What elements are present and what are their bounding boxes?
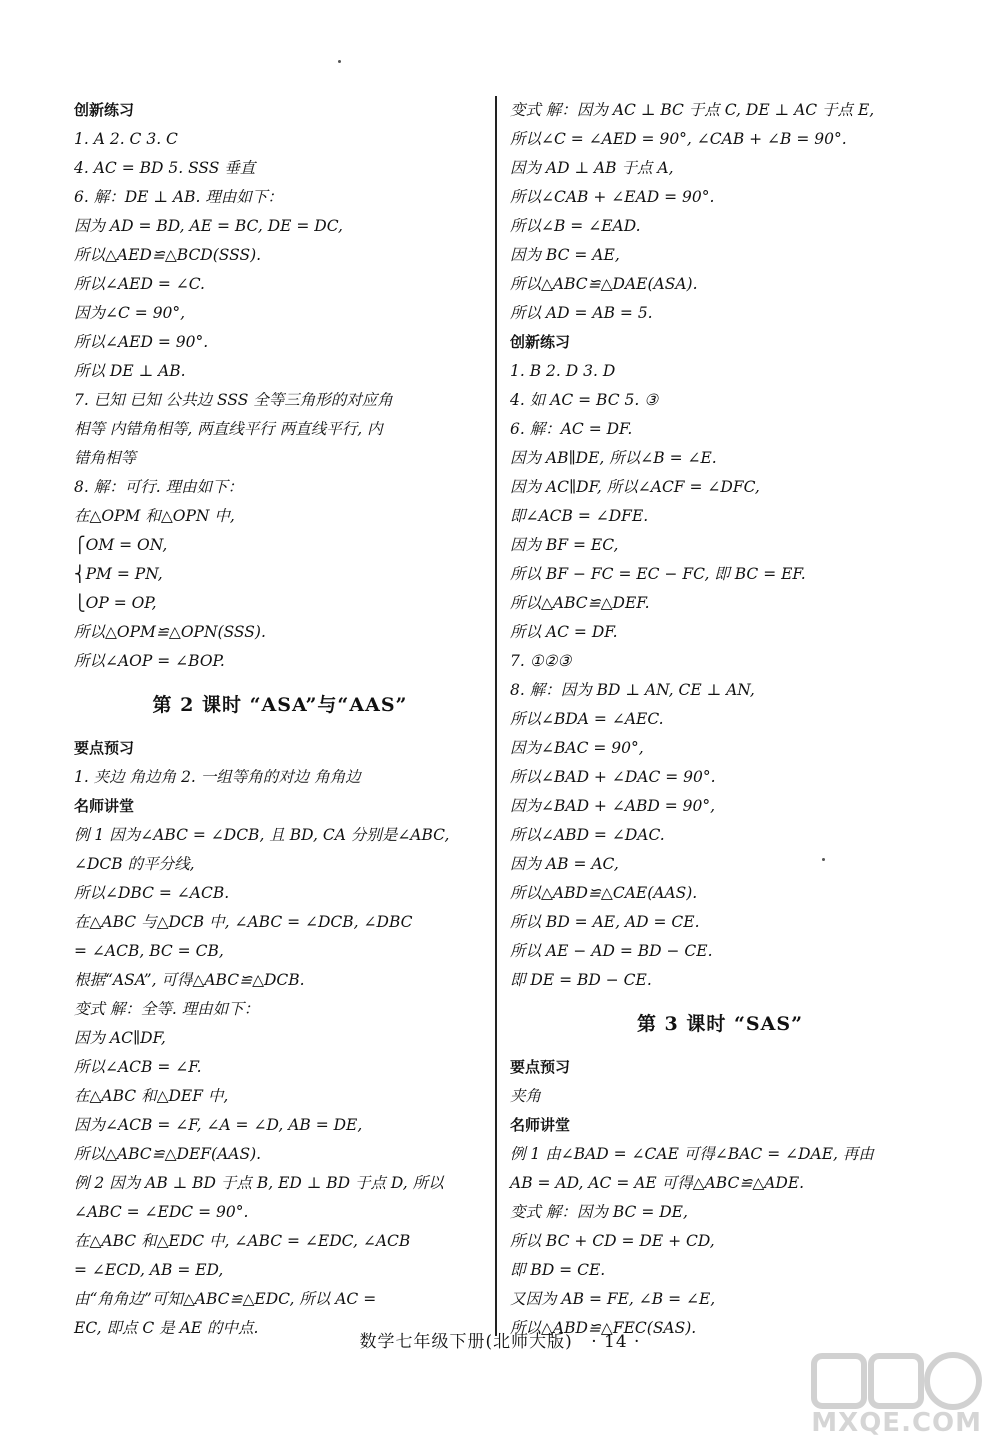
book-title: 数学七年级下册(北师大版): [359, 1332, 573, 1352]
lesson-title: 第 2 课时 “ASA”与“AAS”: [152, 694, 408, 716]
text-line: ⎩OP = OP,: [74, 594, 157, 612]
text-line: 所以∠B = ∠EAD.: [510, 217, 641, 235]
text-line: ∠ABC = ∠EDC = 90°.: [74, 1203, 249, 1221]
text-line: 在△OPM 和△OPN 中,: [74, 507, 235, 525]
section-heading: 要点预习: [510, 1058, 571, 1076]
text-line: 所以△AED≌△BCD(SSS).: [74, 246, 262, 264]
text-line: 所以 BD = AE, AD = CE.: [510, 913, 700, 931]
text-line: 8. 解：可行. 理由如下：: [74, 478, 244, 496]
text-line: 所以△ABC≌△DAE(ASA).: [510, 275, 698, 293]
text-line: 所以∠AED = 90°.: [74, 333, 209, 351]
text-line: 4. 如 AC = BC 5. ③: [510, 391, 659, 409]
section-heading: 名师讲堂: [510, 1116, 571, 1134]
text-line: 因为 AB∥DE, 所以∠B = ∠E.: [510, 449, 717, 467]
right-column: [510, 96, 930, 1343]
page-number: · 14 ·: [591, 1332, 641, 1352]
text-line: 所以△ABD≌△FEC(SAS).: [510, 1319, 697, 1337]
text-line: 所以 AE − AD = BD − CE.: [510, 942, 713, 960]
text-line: = ∠ACB, BC = CB,: [74, 942, 224, 960]
text-line: 所以 AD = AB = 5.: [510, 304, 653, 322]
text-line: EC, 即点 C 是 AE 的中点.: [74, 1319, 259, 1337]
text-line: 因为 AB = AC,: [510, 855, 619, 873]
text-line: 即∠ACB = ∠DFE.: [510, 507, 649, 525]
section-heading: 要点预习: [74, 739, 135, 757]
text-line: 因为 BF = EC,: [510, 536, 619, 554]
text-line: 8. 解：因为 BD ⊥ AN, CE ⊥ AN,: [510, 681, 755, 699]
text-line: 变式 解：因为 BC = DE,: [510, 1203, 688, 1221]
text-line: 所以∠AED = ∠C.: [74, 275, 205, 293]
text-line: 变式 解：因为 AC ⊥ BC 于点 C, DE ⊥ AC 于点 E,: [510, 101, 875, 119]
section-heading: 创新练习: [510, 333, 571, 351]
text-line: 所以 BC + CD = DE + CD,: [510, 1232, 715, 1250]
text-line: 例 2 因为 AB ⊥ BD 于点 B, ED ⊥ BD 于点 D, 所以: [74, 1174, 444, 1192]
text-line: 所以△OPM≌△OPN(SSS).: [74, 623, 266, 641]
text-line: 例 1 因为∠ABC = ∠DCB, 且 BD, CA 分别是∠ABC,: [74, 826, 450, 844]
text-line: AB = AD, AC = AE 可得△ABC≌△ADE.: [510, 1174, 805, 1192]
section-heading: 创新练习: [74, 101, 135, 119]
text-line: 因为 AD ⊥ AB 于点 A,: [510, 159, 674, 177]
text-line: = ∠ECD, AB = ED,: [74, 1261, 224, 1279]
text-line: 又因为 AB = FE, ∠B = ∠E,: [510, 1290, 716, 1308]
text-line: 所以∠AOP = ∠BOP.: [74, 652, 225, 670]
text-line: 所以∠ACB = ∠F.: [74, 1058, 202, 1076]
column-divider: [495, 96, 497, 1336]
text-line: 因为∠BAD + ∠ABD = 90°,: [510, 797, 716, 815]
text-line: 因为 BC = AE,: [510, 246, 620, 264]
text-line: 所以△ABC≌△DEF(AAS).: [74, 1145, 262, 1163]
text-line: 即 BD = CE.: [510, 1261, 606, 1279]
text-line: 即 DE = BD − CE.: [510, 971, 652, 989]
text-line: 所以∠BAD + ∠DAC = 90°.: [510, 768, 716, 786]
text-line: 在△ABC 和△EDC 中, ∠ABC = ∠EDC, ∠ACB: [74, 1232, 411, 1250]
text-line: ⎧OM = ON,: [74, 536, 168, 554]
text-line: 6. 解：AC = DF.: [510, 420, 633, 438]
section-heading: 名师讲堂: [74, 797, 135, 815]
text-line: 所以 AC = DF.: [510, 623, 618, 641]
text-line: 所以 BF − FC = EC − FC, 即 BC = EF.: [510, 565, 806, 583]
text-line: 因为 AC∥DF,: [74, 1029, 166, 1047]
text-line: 7. 已知 已知 公共边 SSS 全等三角形的对应角: [74, 391, 393, 409]
text-line: 所以 DE ⊥ AB.: [74, 362, 186, 380]
text-line: 因为 AC∥DF, 所以∠ACF = ∠DFC,: [510, 478, 760, 496]
lesson-title: 第 3 课时 “SAS”: [636, 1013, 804, 1035]
watermark-text: MXQE.COM: [811, 1408, 982, 1438]
text-line: 所以∠BDA = ∠AEC.: [510, 710, 664, 728]
text-line: 6. 解：DE ⊥ AB. 理由如下：: [74, 188, 283, 206]
text-line: 1. 夹边 角边角 2. 一组等角的对边 角角边: [74, 768, 361, 786]
text-line: 1. B 2. D 3. D: [510, 362, 616, 380]
text-line: 4. AC = BD 5. SSS 垂直: [74, 159, 256, 177]
scan-speck: [338, 60, 341, 63]
text-line: 变式 解：全等. 理由如下：: [74, 1000, 260, 1018]
text-line: 夹角: [510, 1087, 542, 1105]
text-line: 相等 内错角相等, 两直线平行 两直线平行, 内: [74, 420, 383, 438]
text-line: 所以∠ABD = ∠DAC.: [510, 826, 665, 844]
text-line: 所以∠DBC = ∠ACB.: [74, 884, 230, 902]
text-line: 所以∠CAB + ∠EAD = 90°.: [510, 188, 715, 206]
text-line: 因为∠C = 90°,: [74, 304, 186, 322]
text-line: 因为 AD = BD, AE = BC, DE = DC,: [74, 217, 343, 235]
text-line: 错角相等: [74, 449, 137, 467]
text-line: 根据“ASA”, 可得△ABC≌△DCB.: [74, 971, 305, 989]
text-line: ⎨PM = PN,: [74, 565, 163, 583]
text-line: 1. A 2. C 3. C: [74, 130, 178, 148]
text-line: 在△ABC 与△DCB 中, ∠ABC = ∠DCB, ∠DBC: [74, 913, 413, 931]
left-column: [74, 96, 486, 1343]
text-line: 所以△ABC≌△DEF.: [510, 594, 650, 612]
text-line: 因为∠ACB = ∠F, ∠A = ∠D, AB = DE,: [74, 1116, 363, 1134]
text-line: 因为∠BAC = 90°,: [510, 739, 644, 757]
text-line: 由“角角边”可知△ABC≌△EDC, 所以 AC =: [74, 1290, 377, 1308]
watermark: [806, 1348, 986, 1444]
text-line: 所以△ABD≌△CAE(AAS).: [510, 884, 698, 902]
text-line: 7. ①②③: [510, 652, 572, 670]
text-line: 例 1 由∠BAD = ∠CAE 可得∠BAC = ∠DAE, 再由: [510, 1145, 874, 1163]
text-line: ∠DCB 的平分线,: [74, 855, 195, 873]
text-line: 所以∠C = ∠AED = 90°, ∠CAB + ∠B = 90°.: [510, 130, 847, 148]
text-line: 在△ABC 和△DEF 中,: [74, 1087, 229, 1105]
